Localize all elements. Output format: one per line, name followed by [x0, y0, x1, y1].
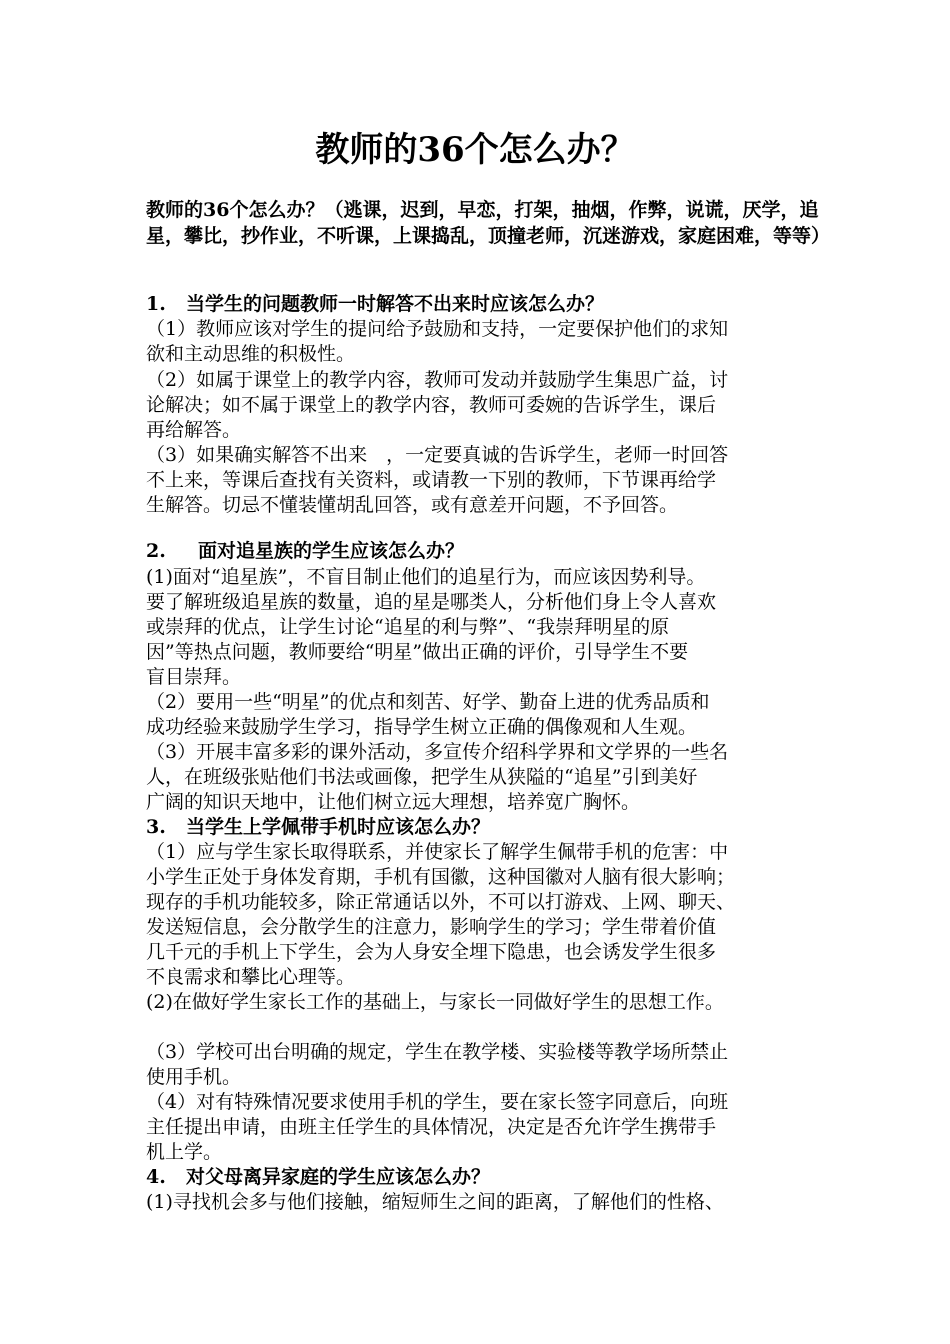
paragraph-line: 人，在班级张贴他们书法或画像，把学生从狭隘的“追星”引到美好: [146, 766, 698, 788]
paragraph-line: （1）教师应该对学生的提问给予鼓励和支持，一定要保护他们的求知: [146, 318, 729, 340]
paragraph-line: （4）对有特殊情况要求使用手机的学生，要在家长签字同意后，向班: [146, 1091, 729, 1113]
paragraph-line: 因”等热点问题，教师要给“明星”做出正确的评价，引导学生不要: [146, 641, 689, 663]
document-summary: 教师的36个怎么办？（逃课，迟到，早恋，打架，抽烟，作弊，说谎，厌学，追星，攀比，抄作业，不听课，上课捣乱，顶撞老师，沉迷游戏，家庭困难，等等）: [146, 199, 831, 247]
section-1-heading: [146, 292, 604, 317]
section-number: 2.: [146, 540, 166, 562]
section-number: 3.: [146, 816, 166, 838]
paragraph-line: (1)寻找机会多与他们接触，缩短师生之间的距离，了解他们的性格、: [146, 1191, 724, 1213]
paragraph-line: 论解决；如不属于课堂上的教学内容，教师可委婉的告诉学生，课后: [146, 394, 717, 416]
paragraph-line: （3）开展丰富多彩的课外活动，多宣传介绍科学界和文学界的一些名: [146, 741, 729, 763]
paragraph-line: 不上来，等课后查找有关资料，或请教一下别的教师，下节课再给学: [146, 469, 717, 491]
section-title: 当学生上学佩带手机时应该怎么办？: [186, 816, 491, 838]
section-number: 1.: [146, 293, 166, 315]
paragraph-line: 小学生正处于身体发育期，手机有国徽，这种国徽对人脑有很大影响；: [146, 866, 736, 888]
paragraph-line: (1)面对“追星族”，不盲目制止他们的追星行为，而应该因势利导。: [146, 566, 706, 588]
paragraph-line: 机上学。: [146, 1141, 223, 1163]
section-number: 4.: [146, 1166, 166, 1188]
paragraph-line: 或崇拜的优点，让学生讨论“追星的利与弊”、“我崇拜明星的原: [146, 616, 670, 638]
paragraph-line: 盲目崇拜。: [146, 666, 242, 688]
section-title: 当学生的问题教师一时解答不出来时应该怎么办？: [186, 293, 605, 315]
section-title: 对父母离异家庭的学生应该怎么办？: [186, 1166, 491, 1188]
paragraph-line: （2）如属于课堂上的教学内容，教师可发动并鼓励学生集思广益，讨: [146, 369, 729, 391]
paragraph-line: （3）学校可出台明确的规定，学生在教学楼、实验楼等教学场所禁止: [146, 1041, 729, 1063]
paragraph-line: 现存的手机功能较多，除正常通话以外，不可以打游戏、上网、聊天、: [146, 891, 736, 913]
paragraph-line: （1）应与学生家长取得联系，并使家长了解学生佩带手机的危害：中: [146, 841, 729, 863]
paragraph-line: 生解答。切忌不懂装懂胡乱回答，或有意差开问题，不予回答。: [146, 494, 679, 516]
paragraph-line: (2)在做好学生家长工作的基础上，与家长一同做好学生的思想工作。: [146, 991, 724, 1013]
paragraph-line: （2）要用一些“明星”的优点和刻苦、好学、勤奋上进的优秀品质和: [146, 691, 710, 713]
paragraph-line: 几千元的手机上下学生，会为人身安全埋下隐患，也会诱发学生很多: [146, 941, 717, 963]
section-title: 面对追星族的学生应该怎么办？: [198, 540, 465, 562]
paragraph-line: 欲和主动思维的积极性。: [146, 343, 356, 365]
section-3-heading: [146, 815, 490, 840]
document-title: 教师的36个怎么办？: [315, 130, 635, 170]
section-2-heading: [146, 539, 464, 564]
paragraph-line: 发送短信息，会分散学生的注意力，影响学生的学习；学生带着价值: [146, 916, 717, 938]
paragraph-line: 使用手机。: [146, 1066, 242, 1088]
paragraph-line: 再给解答。: [146, 419, 242, 441]
section-4-heading: [146, 1165, 490, 1190]
paragraph-line: 不良需求和攀比心理等。: [146, 966, 356, 988]
paragraph-line: 成功经验来鼓励学生学习，指导学生树立正确的偶像观和人生观。: [146, 716, 698, 738]
paragraph-line: 要了解班级追星族的数量，追的星是哪类人，分析他们身上令人喜欢: [146, 591, 717, 613]
paragraph-line: （3）如果确实解答不出来 ，一定要真诚的告诉学生，老师一时回答: [146, 444, 729, 466]
paragraph-line: 广阔的知识天地中，让他们树立远大理想，培养宽广胸怀。: [146, 791, 641, 813]
paragraph-line: 主任提出申请，由班主任学生的具体情况，决定是否允许学生携带手: [146, 1116, 717, 1138]
